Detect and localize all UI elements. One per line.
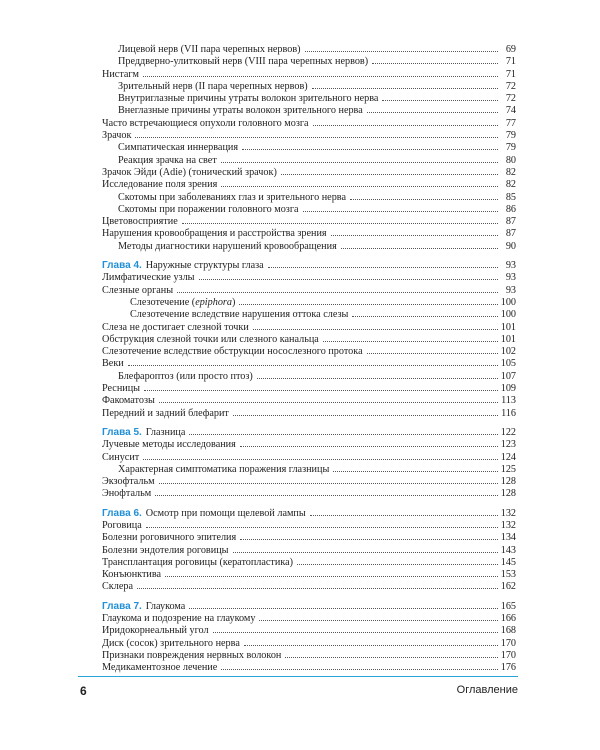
toc-entry-title: Слезотечение (epiphora) (130, 296, 236, 308)
toc-chapter-entry[interactable] (102, 601, 516, 613)
toc-page-number: 82 (505, 179, 516, 191)
toc-page-number: 72 (505, 93, 516, 105)
dot-leader (313, 124, 498, 126)
toc-entry[interactable] (102, 557, 516, 569)
dot-leader (303, 210, 498, 212)
dot-leader (143, 458, 498, 460)
toc-entry-title: Слезотечение вследствие нарушения оттока слезы (130, 309, 349, 321)
toc-entry-title: Признаки повреждения нервных волокон (102, 649, 282, 661)
toc-page-number: 145 (500, 556, 516, 568)
toc-entry-title: Часто встречающиеся опухоли головного мозга (102, 117, 309, 129)
dot-leader (310, 514, 498, 516)
dot-leader (350, 198, 498, 200)
toc-entry-title: Обструкция слезной точки или слезного канальца (102, 333, 319, 345)
toc-entry[interactable] (102, 204, 516, 216)
toc-entry-title: Скотомы при поражении головного мозга (118, 203, 299, 215)
toc-entry[interactable] (102, 56, 516, 68)
toc-entry-title: Лимфатические узлы (102, 272, 195, 284)
toc-page-number: 77 (505, 117, 516, 129)
dot-leader (382, 99, 498, 101)
toc-entry[interactable] (102, 272, 516, 284)
dot-leader (128, 364, 498, 366)
toc-entry-title: Веки (102, 358, 124, 370)
toc-entry-title: Ресницы (102, 383, 141, 395)
table-of-contents (102, 44, 516, 675)
dot-leader (146, 526, 498, 528)
toc-page-number: 122 (500, 426, 516, 438)
toc-entry[interactable] (102, 383, 516, 395)
dot-leader (312, 87, 498, 89)
toc-chapter-entry[interactable] (102, 427, 516, 439)
toc-entry[interactable] (102, 93, 516, 105)
toc-page-number: 116 (501, 407, 516, 419)
dot-leader (221, 185, 498, 187)
toc-page-number: 101 (500, 321, 516, 333)
dot-leader (257, 377, 498, 379)
chapter-title: Глазница (145, 426, 186, 438)
toc-entry-title: Симпатическая иннервация (118, 142, 239, 154)
toc-page-number: 109 (500, 383, 516, 395)
toc-page-number: 124 (500, 451, 516, 463)
toc-entry[interactable] (102, 118, 516, 130)
toc-page-number: 165 (500, 600, 516, 612)
toc-entry-title: Болезни роговичного эпителия (102, 532, 237, 544)
toc-entry[interactable] (102, 638, 516, 650)
toc-page-number: 71 (505, 56, 516, 68)
toc-page-number: 123 (500, 439, 516, 451)
toc-page-number: 93 (505, 272, 516, 284)
dot-leader (372, 62, 498, 64)
toc-entry[interactable] (102, 130, 516, 142)
toc-page-number: 72 (505, 80, 516, 92)
toc-entry-title: Исследование поля зрения (102, 179, 218, 191)
toc-entry-title: Слезотечение вследствие обструкции носослезного протока (102, 346, 363, 358)
dot-leader (177, 291, 498, 293)
toc-entry[interactable] (102, 395, 516, 407)
dot-leader (144, 389, 498, 391)
dot-leader (305, 50, 498, 52)
dot-leader (155, 494, 498, 496)
toc-page-number: 100 (500, 296, 516, 308)
toc-page-number: 101 (500, 333, 516, 345)
toc-page-number: 166 (500, 613, 516, 625)
toc-page-number: 90 (505, 240, 516, 252)
toc-chapter-entry[interactable] (102, 260, 516, 272)
toc-page-number: 93 (505, 284, 516, 296)
chapter-label: Глава 4. (102, 260, 142, 272)
toc-entry-title: Нистагм (102, 68, 139, 80)
dot-leader (182, 222, 498, 224)
toc-entry-title: Болезни эндотелия роговицы (102, 544, 229, 556)
toc-page-number: 100 (500, 309, 516, 321)
toc-entry-title: Конъюнктива (102, 569, 162, 581)
toc-entry[interactable] (102, 81, 516, 93)
toc-entry[interactable] (102, 322, 516, 334)
toc-entry-title: Зрачок (102, 130, 132, 142)
dot-leader (239, 303, 498, 305)
dot-leader (259, 619, 498, 621)
dot-leader (285, 656, 498, 658)
toc-entry[interactable] (102, 346, 516, 358)
toc-entry-title: Цветовосприятие (102, 216, 178, 228)
toc-entry[interactable] (102, 285, 516, 297)
toc-entry-title: Склера (102, 581, 133, 593)
toc-page-number: 128 (500, 488, 516, 500)
page-number: 6 (80, 684, 87, 698)
toc-page-number: 162 (500, 581, 516, 593)
dot-leader (281, 173, 498, 175)
dot-leader (367, 111, 498, 113)
dot-leader (189, 433, 498, 435)
toc-entry[interactable] (102, 408, 516, 420)
toc-entry-title (102, 260, 266, 272)
toc-entry[interactable] (102, 69, 516, 81)
toc-entry[interactable] (102, 581, 516, 593)
dot-leader (135, 136, 498, 138)
toc-entry[interactable] (102, 476, 516, 488)
toc-entry[interactable] (102, 625, 516, 637)
toc-entry-title (102, 427, 187, 439)
toc-page-number: 176 (500, 662, 516, 674)
dot-leader (323, 340, 498, 342)
toc-entry-title: Нарушения кровообращения и расстройства зрения (102, 228, 327, 240)
dot-leader (297, 563, 498, 565)
toc-entry-title: Слеза не достигает слезной точки (102, 321, 249, 333)
chapter-title: Осмотр при помощи щелевой лампы (145, 507, 306, 519)
toc-page-number: 80 (505, 154, 516, 166)
toc-entry-title: Внеглазные причины утраты волокон зрительного нерва (118, 105, 363, 117)
toc-entry-title: Блефароптоз (или просто птоз) (118, 370, 253, 382)
toc-page-number: 87 (505, 216, 516, 228)
dot-leader (341, 247, 498, 249)
toc-entry[interactable] (102, 520, 516, 532)
dot-leader (221, 668, 498, 670)
dot-leader (199, 278, 498, 280)
toc-entry[interactable] (102, 532, 516, 544)
chapter-label: Глава 7. (102, 600, 142, 612)
dot-leader (233, 551, 499, 553)
toc-entry[interactable] (102, 488, 516, 500)
chapter-title: Глаукома (145, 600, 186, 612)
toc-entry-title: Методы диагностики нарушений кровообращения (118, 240, 337, 252)
toc-page-number: 113 (501, 395, 516, 407)
toc-entry[interactable] (102, 297, 516, 309)
chapter-label: Глава 5. (102, 426, 142, 438)
toc-entry-title: Иридокорнеальный угол (102, 625, 209, 637)
toc-page-number: 153 (500, 569, 516, 581)
toc-entry[interactable] (102, 439, 516, 451)
toc-entry-title: Факоматозы (102, 395, 155, 407)
dot-leader (268, 266, 498, 268)
dot-leader (159, 482, 498, 484)
dot-leader (352, 315, 498, 317)
toc-entry[interactable] (102, 662, 516, 674)
toc-entry[interactable] (102, 44, 516, 56)
dot-leader (159, 401, 498, 403)
toc-entry[interactable] (102, 241, 516, 253)
toc-entry[interactable] (102, 334, 516, 346)
toc-entry-title: Глаукома и подозрение на глаукому (102, 613, 256, 625)
dot-leader (244, 644, 498, 646)
toc-entry[interactable] (102, 167, 516, 179)
toc-entry-title: Реакция зрачка на свет (118, 154, 217, 166)
toc-page-number: 128 (500, 476, 516, 488)
dot-leader (240, 538, 498, 540)
toc-entry[interactable] (102, 613, 516, 625)
toc-page-number: 132 (500, 519, 516, 531)
dot-leader (331, 234, 498, 236)
toc-entry-title: Скотомы при заболеваниях глаз и зрительного нерва (118, 191, 346, 203)
toc-entry-title: Зрачок Эйди (Adie) (тонический зрачок) (102, 166, 277, 178)
toc-entry[interactable] (102, 155, 516, 167)
toc-entry-title: Медикаментозное лечение (102, 662, 218, 674)
dot-leader (333, 470, 498, 472)
toc-entry[interactable] (102, 545, 516, 557)
toc-entry-title: Характерная симптоматика поражения глазницы (118, 463, 330, 475)
toc-entry-title: Энофтальм (102, 488, 152, 500)
toc-page-number: 132 (500, 507, 516, 519)
toc-entry[interactable] (102, 464, 516, 476)
toc-entry-title: Синусит (102, 451, 140, 463)
toc-page-number: 85 (505, 191, 516, 203)
toc-entry[interactable] (102, 179, 516, 191)
toc-entry-title: Лицевой нерв (VII пара черепных нервов) (118, 44, 301, 55)
chapter-label: Глава 6. (102, 507, 142, 519)
toc-page-number: 87 (505, 228, 516, 240)
toc-entry-title (102, 601, 187, 613)
toc-page-number: 79 (505, 142, 516, 154)
toc-chapter-entry[interactable] (102, 508, 516, 520)
toc-entry[interactable] (102, 371, 516, 383)
toc-entry[interactable] (102, 105, 516, 117)
dot-leader (367, 352, 498, 354)
dot-leader (165, 575, 498, 577)
dot-leader (240, 445, 498, 447)
toc-page-number: 107 (500, 370, 516, 382)
toc-entry[interactable] (102, 192, 516, 204)
toc-page-number: 143 (500, 544, 516, 556)
toc-page-number: 79 (505, 130, 516, 142)
toc-entry[interactable] (102, 569, 516, 581)
dot-leader (137, 587, 498, 589)
toc-entry[interactable] (102, 309, 516, 321)
toc-entry-title: Слезные органы (102, 284, 174, 296)
toc-entry-title: Внутриглазные причины утраты волокон зрительного нерва (118, 93, 379, 105)
running-footer-title: Оглавление (456, 684, 518, 696)
toc-page-number: 69 (505, 44, 516, 55)
toc-entry-title: Роговица (102, 519, 142, 531)
toc-entry-title: Преддверно-улитковый нерв (VIII пара черепных нервов) (118, 56, 369, 68)
toc-entry[interactable] (102, 228, 516, 240)
toc-page-number: 168 (500, 625, 516, 637)
toc-entry-title: Передний и задний блефарит (102, 407, 229, 419)
toc-entry[interactable] (102, 452, 516, 464)
toc-page-number: 134 (500, 532, 516, 544)
toc-entry[interactable] (102, 650, 516, 662)
toc-page-number: 170 (500, 649, 516, 661)
dot-leader (253, 328, 498, 330)
dot-leader (242, 148, 498, 150)
footer-rule (78, 676, 518, 677)
toc-entry[interactable] (102, 358, 516, 370)
toc-entry[interactable] (102, 142, 516, 154)
toc-page-number: 125 (500, 463, 516, 475)
dot-leader (143, 75, 498, 77)
toc-entry-title (102, 508, 308, 520)
toc-page-number: 105 (500, 358, 516, 370)
toc-entry-title: Зрительный нерв (II пара черепных нервов) (118, 80, 308, 92)
toc-entry-title: Экзофтальм (102, 476, 155, 488)
toc-entry-title: Лучевые методы исследования (102, 439, 236, 451)
toc-page-number: 102 (500, 346, 516, 358)
toc-page-number: 86 (505, 203, 516, 215)
toc-entry-title: Диск (сосок) зрительного нерва (102, 637, 240, 649)
dot-leader (213, 631, 498, 633)
toc-page-number: 82 (505, 166, 516, 178)
toc-page-number: 71 (505, 68, 516, 80)
dot-leader (233, 414, 498, 416)
toc-page-number: 170 (500, 637, 516, 649)
toc-page-number: 74 (505, 105, 516, 117)
dot-leader (221, 161, 498, 163)
chapter-title: Наружные структуры глаза (145, 260, 264, 272)
dot-leader (189, 607, 498, 609)
toc-entry-title: Трансплантация роговицы (кератопластика) (102, 556, 294, 568)
toc-entry[interactable] (102, 216, 516, 228)
toc-page-number: 93 (505, 260, 516, 272)
